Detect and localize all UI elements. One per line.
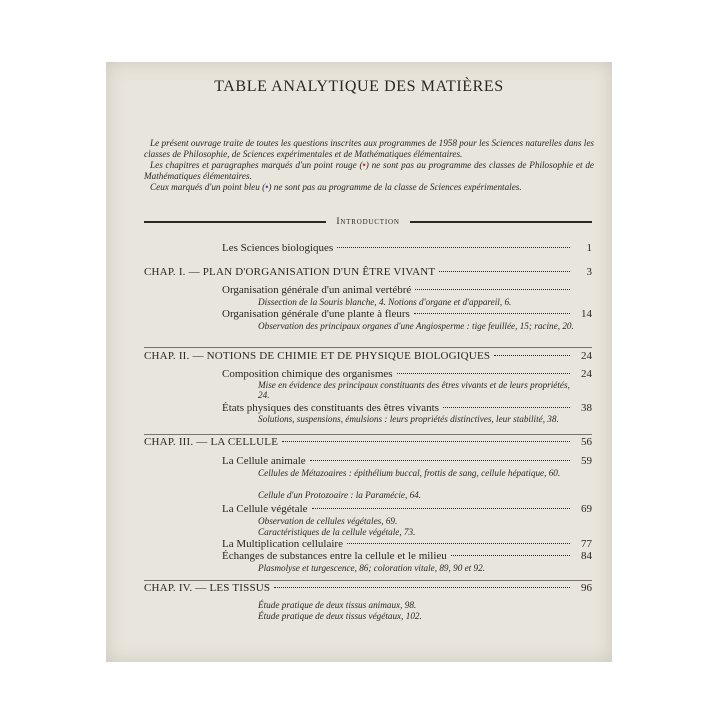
toc-entry-cellule-vegetale[interactable] (222, 503, 592, 515)
toc-subentry: Étude pratique de deux tissus végétaux, 102. (258, 611, 422, 621)
toc-page-number: 84 (581, 550, 592, 562)
toc-entry-label: Composition chimique des organismes (222, 368, 393, 380)
toc-page-number: 59 (581, 455, 592, 467)
toc-entry-label: États physiques des constituants des êtres vivants (222, 402, 439, 414)
introduction-divider (144, 216, 592, 227)
leader-dots (282, 441, 570, 442)
section-separator (144, 580, 592, 581)
leader-dots (274, 587, 570, 588)
toc-entry-plante-a-fleurs[interactable] (222, 308, 592, 320)
toc-page-number: 56 (581, 436, 592, 448)
leader-dots (310, 460, 570, 461)
toc-entry-label: Échanges de substances entre la cellule et le milieu (222, 550, 447, 562)
toc-subentry: Solutions, suspensions, émulsions : leurs propriétés distinctives, leur stabilité, 38. (258, 414, 559, 424)
toc-chapter-4[interactable] (144, 582, 592, 594)
page-title: TABLE ANALYTIQUE DES MATIÈRES (214, 78, 504, 95)
toc-page-number: 3 (586, 266, 592, 278)
toc-chapter-3[interactable] (144, 436, 592, 448)
toc-entry-sciences-biologiques[interactable] (222, 242, 592, 254)
introduction-label: Introduction (336, 216, 400, 227)
blue-dot-icon: • (265, 182, 269, 192)
toc-entry-label: Organisation générale d'une plante à fleurs (222, 308, 410, 320)
toc-page-number: 1 (586, 242, 592, 254)
toc-page-number: 96 (581, 582, 592, 594)
preface-line-3-start: Ceux marqués d'un point bleu ( (150, 182, 266, 192)
preface-line-2-start: Les chapitres et paragraphes marqués d'un point rouge ( (150, 160, 363, 170)
divider-line-left (144, 221, 326, 223)
toc-entry-label: La Cellule végétale (222, 503, 308, 515)
toc-entry-composition-chimique[interactable] (222, 368, 592, 380)
toc-page-number: 38 (581, 402, 592, 414)
toc-entry-animal-vertebre[interactable] (222, 284, 592, 296)
toc-page-number: 77 (581, 538, 592, 550)
leader-dots (451, 555, 570, 556)
toc-page-number: 24 (581, 350, 592, 362)
red-dot-icon: • (362, 160, 366, 170)
toc-entry-etats-physiques[interactable] (222, 402, 592, 414)
toc-subentry: Dissection de la Souris blanche, 4. Notions d'organe et d'appareil, 6. (258, 297, 512, 307)
preface-line-1: Le présent ouvrage traite de toutes les questions inscrites aux programmes de 1958 pour les Sciences naturelles dans les classes de Philosophie, de Sciences expérimentales et de Mathématiques élémentaires. (144, 138, 594, 159)
toc-subentry: Plasmolyse et turgescence, 86; coloration vitale, 89, 90 et 92. (258, 563, 485, 573)
toc-subentry: Mise en évidence des principaux constituants des êtres vivants et de leurs propriétés, 24. (258, 380, 570, 400)
chapter-title: CHAP. IV. — LES TISSUS (144, 582, 271, 594)
toc-page-number: 14 (581, 308, 592, 320)
leader-dots (337, 247, 570, 248)
toc-entry-label: Les Sciences biologiques (222, 242, 334, 254)
leader-dots (443, 407, 570, 408)
toc-subentry: Cellules de Métazoaires : épithélium buccal, frottis de sang, cellule hépatique, 60. (258, 468, 561, 478)
toc-entry-label: Organisation générale d'un animal vertébré (222, 284, 412, 296)
book-page (106, 62, 612, 662)
leader-dots (415, 289, 570, 290)
toc-entry-echanges-substances[interactable] (222, 550, 592, 562)
leader-dots (414, 313, 570, 314)
preface-line-2 (144, 160, 594, 182)
divider-line-right (410, 221, 592, 223)
toc-page-number: 24 (581, 368, 592, 380)
toc-chapter-2[interactable] (144, 350, 592, 362)
toc-page-number: 69 (581, 503, 592, 515)
chapter-title: CHAP. I. — PLAN D'ORGANISATION D'UN ÊTRE VIVANT (144, 266, 436, 278)
toc-subentry: Observation de cellules végétales, 69. (258, 516, 398, 526)
toc-entry-cellule-animale[interactable] (222, 455, 592, 467)
toc-subentry: Étude pratique de deux tissus animaux, 98. (258, 600, 417, 610)
toc-entry-label: La Cellule animale (222, 455, 306, 467)
toc-entry-multiplication-cellulaire[interactable] (222, 538, 592, 550)
toc-subentry: Cellule d'un Protozoaire : la Paramécie, 64. (258, 490, 422, 500)
preface-line-3-end: ) ne sont pas au programme de la classe de Sciences expérimentales. (268, 182, 522, 192)
toc-entry-label: La Multiplication cellulaire (222, 538, 343, 550)
leader-dots (397, 373, 570, 374)
section-separator (144, 347, 592, 348)
chapter-title: CHAP. II. — NOTIONS DE CHIMIE ET DE PHYSIQUE BIOLOGIQUES (144, 350, 491, 362)
leader-dots (347, 543, 570, 544)
toc-subentry: Caractéristiques de la cellule végétale, 73. (258, 527, 416, 537)
toc-chapter-1[interactable] (144, 266, 592, 278)
leader-dots (439, 271, 570, 272)
chapter-title: CHAP. III. — LA CELLULE (144, 436, 279, 448)
preface-line-2-end: ) ne sont pas au programme des classes de Philosophie et de Mathématiques élémentaires. (144, 160, 594, 181)
leader-dots (494, 355, 570, 356)
preface-text (144, 138, 594, 193)
section-separator (144, 434, 592, 435)
preface-line-3 (144, 182, 594, 193)
leader-dots (312, 508, 570, 509)
toc-subentry: Observation des principaux organes d'une Angiosperme : tige feuillée, 15; racine, 20. (258, 321, 574, 331)
